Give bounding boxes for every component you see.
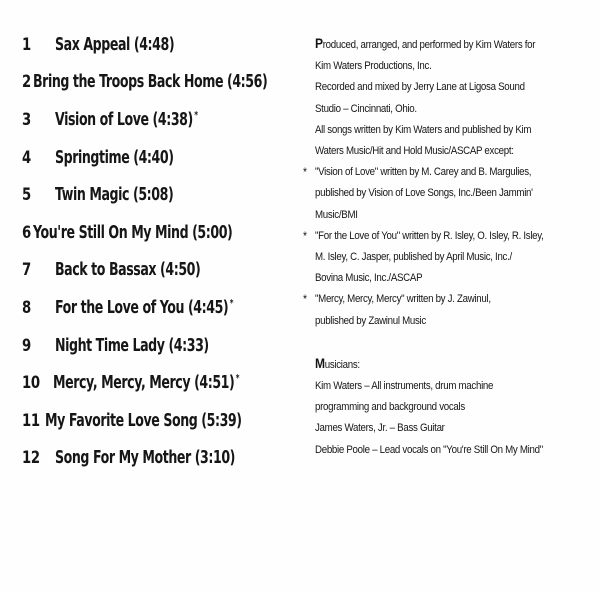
track-number: 2 [22,72,31,93]
credits-column [302,33,600,461]
track-title: Night Time Lady (4:33) [55,335,209,356]
track-footnote-mark: * [229,298,234,310]
track-title: Springtime (4:40) [55,147,174,168]
track-footnote-mark: * [236,373,240,385]
track-row [22,176,312,214]
track-title: Twin Magic (5:08) [55,185,174,206]
track-number: 5 [22,185,31,206]
track-title: You're Still On My Mind (5:00) [33,222,233,243]
production-credit-line: Studio – Cincinnati, Ohio. [315,102,417,115]
track-row [22,364,312,402]
production-credit-line: Produced, arranged, and performed by Kim Waters for [315,35,536,51]
exception-credit-line: published by Zawinul Music [315,314,426,327]
track-title: Bring the Troops Back Home (4:56) [33,72,268,93]
track-row [22,26,312,64]
track-row [22,101,312,139]
exception-credit-line: * "Mercy, Mercy, Mercy" written by J. Zawinul, [315,289,560,310]
track-title: Sax Appeal (4:48) [55,34,175,55]
track-title: Mercy, Mercy, Mercy (4:51)* [53,373,240,394]
track-row [22,402,312,440]
track-number: 11 [22,410,40,431]
track-row [22,139,312,177]
musician-credit-line: James Waters, Jr. – Bass Guitar [315,422,445,435]
track-row [22,252,312,290]
track-number: 3 [22,109,31,130]
track-footnote-mark: * [194,110,198,122]
section-spacer [315,332,600,353]
track-number: 8 [22,297,31,318]
track-title: For the Love of You (4:45)* [55,297,234,318]
musicians-heading: Musicians: [315,354,360,371]
track-row [22,440,312,478]
asterisk-bullet: * [302,228,307,243]
track-title: Back to Bassax (4:50) [55,260,201,281]
track-row [22,214,312,252]
exception-credit-line: * "Vision of Love" written by M. Carey and B. Margulies, [315,162,560,183]
production-credit-line: Recorded and mixed by Jerry Lane at Ligosa Sound [315,81,525,94]
production-credit-line: Waters Music/Hit and Hold Music/ASCAP except: [315,145,514,158]
musician-credit-line: Kim Waters – All instruments, drum machine [315,380,494,393]
track-number: 9 [22,335,31,356]
track-title: Vision of Love (4:38)* [55,109,198,130]
track-number: 12 [22,448,40,469]
musician-credit-line: programming and background vocals [315,401,465,414]
exception-credit-line: * "For the Love of You" written by R. Isley, O. Isley, R. Isley, [315,226,560,247]
track-row [22,327,312,365]
track-row [22,289,312,327]
exception-credit-line: published by Vision of Love Songs, Inc./Been Jammin' [315,187,533,200]
production-credit-line: All songs written by Kim Waters and published by Kim [315,123,532,136]
track-number: 4 [22,147,31,168]
drop-cap: P [315,35,323,51]
track-title: My Favorite Love Song (5:39) [44,410,242,431]
exception-credit-line: Bovina Music, Inc./ASCAP [315,272,423,285]
track-row [22,64,312,102]
track-number: 10 [22,373,40,394]
musician-credit-line: Debbie Poole – Lead vocals on "You're Still On My Mind" [315,443,543,456]
production-credit-line: Kim Waters Productions, Inc. [315,60,432,73]
drop-cap: M [315,354,325,371]
track-number: 7 [22,260,31,281]
track-title: Song For My Mother (3:10) [55,448,235,469]
track-number: 1 [22,34,31,55]
exception-credit-line: M. Isley, C. Jasper, published by April Music, Inc./ [315,251,512,264]
asterisk-bullet: * [302,165,307,180]
track-number: 6 [22,222,31,243]
track-list [22,26,312,477]
asterisk-bullet: * [302,292,307,307]
exception-credit-line: Music/BMI [315,208,358,221]
